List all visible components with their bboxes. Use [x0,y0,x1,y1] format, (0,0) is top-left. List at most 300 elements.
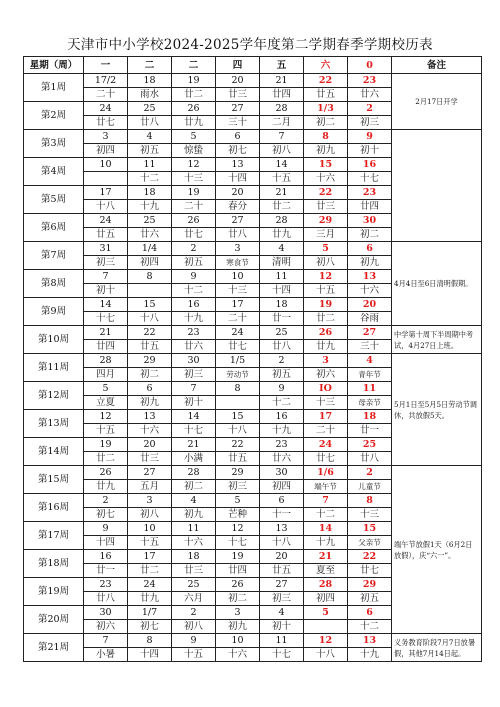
lunar-cell: 初八 [260,144,304,158]
note-cell [392,130,482,242]
lunar-cell: 廿一 [260,312,304,326]
date-cell: IO [304,382,348,396]
date-cell: 17 [128,550,172,564]
date-cell: 25 [348,438,392,452]
date-cell: 12 [84,410,128,424]
date-cell: 4 [260,242,304,256]
lunar-cell: 廿五 [128,340,172,354]
date-cell: 2 [348,466,392,480]
date-cell: 12 [304,634,348,648]
date-cell: 2 [172,242,216,256]
lunar-cell: 廿六 [172,340,216,354]
date-cell: 3 [216,242,260,256]
date-cell: 15 [216,410,260,424]
date-cell: 13 [216,158,260,172]
lunar-cell: 初四 [260,480,304,494]
header-notes: 备注 [392,57,482,74]
date-cell: 20 [260,550,304,564]
date-cell: 18 [260,298,304,312]
date-cell: 10 [84,158,128,172]
week-label: 第13周 [24,410,84,438]
lunar-cell: 廿九 [260,228,304,242]
note-cell: 义务教育阶段7月7日放暑假，其他7月14日起。 [392,634,482,662]
date-cell: 7 [260,130,304,144]
lunar-cell: 十六 [128,424,172,438]
header-wed: 二 [172,57,216,74]
week-label: 第5周 [24,186,84,214]
date-cell: 22 [304,186,348,200]
lunar-cell: 母亲节 [348,396,392,410]
date-cell: 16 [348,158,392,172]
lunar-cell: 十九 [260,424,304,438]
date-cell: 9 [172,270,216,284]
date-cell: 10 [216,634,260,648]
lunar-cell: 十八 [216,424,260,438]
date-cell: 12 [172,158,216,172]
lunar-cell: 十八 [84,200,128,214]
lunar-cell: 廿三 [216,88,260,102]
date-cell: 9 [84,522,128,536]
date-cell: 15 [128,298,172,312]
date-cell: 17/2 [84,74,128,88]
lunar-cell: 廿八 [128,116,172,130]
lunar-cell: 十六 [172,536,216,550]
date-cell: 12 [216,522,260,536]
date-cell: 23 [348,74,392,88]
week-label: 第14周 [24,438,84,466]
week-label: 第19周 [24,578,84,606]
lunar-cell: 惊蛰 [172,144,216,158]
date-cell: 14 [172,410,216,424]
lunar-cell: 春分 [216,200,260,214]
lunar-cell: 十八 [260,536,304,550]
lunar-cell: 十九 [172,312,216,326]
date-cell: 11 [128,158,172,172]
lunar-cell: 十三 [348,508,392,522]
lunar-cell [304,620,348,634]
date-cell: 27 [216,102,260,116]
week-label: 第3周 [24,130,84,158]
date-cell: 5 [172,130,216,144]
date-cell: 22 [216,438,260,452]
calendar-body [24,74,482,662]
date-cell: 31 [84,242,128,256]
date-cell: 8 [128,634,172,648]
date-cell: 26 [172,102,216,116]
date-cell: 1/6 [304,466,348,480]
lunar-cell: 十六 [304,172,348,186]
date-cell: 11 [172,522,216,536]
note-cell: 4月4日至6日清明假期。 [392,242,482,326]
lunar-cell: 十九 [304,536,348,550]
date-cell: 7 [304,494,348,508]
lunar-cell: 十八 [304,648,348,662]
date-cell: 5 [84,382,128,396]
lunar-cell: 初五 [172,256,216,270]
date-cell: 12 [304,270,348,284]
lunar-cell: 初二 [128,368,172,382]
week-label: 第10周 [24,326,84,354]
lunar-cell: 谷雨 [348,312,392,326]
date-cell: 30 [172,354,216,368]
lunar-cell [84,172,128,186]
date-cell: 22 [304,74,348,88]
lunar-cell: 十五 [128,536,172,550]
lunar-cell: 立夏 [84,396,128,410]
lunar-cell: 廿一 [348,424,392,438]
date-cell: 7 [84,634,128,648]
lunar-cell: 十二 [260,396,304,410]
lunar-cell: 青年节 [348,368,392,382]
lunar-cell: 廿五 [84,228,128,242]
lunar-cell: 初三 [216,480,260,494]
lunar-cell: 十七 [260,648,304,662]
lunar-cell: 廿六 [348,88,392,102]
lunar-cell: 初五 [260,368,304,382]
date-cell: 19 [172,186,216,200]
date-cell: 23 [260,438,304,452]
week-label: 第15周 [24,466,84,494]
lunar-cell: 初二 [304,116,348,130]
date-cell: 28 [260,214,304,228]
date-cell: 9 [172,634,216,648]
date-cell: 25 [260,326,304,340]
lunar-cell: 初三 [84,256,128,270]
date-cell: 25 [128,214,172,228]
date-cell: 30 [348,214,392,228]
note-cell: 端午节放假1天（6月2日放假），庆“六一”。 [392,466,482,634]
lunar-cell: 廿八 [260,340,304,354]
lunar-cell: 初七 [216,144,260,158]
lunar-cell: 廿七 [348,564,392,578]
lunar-cell: 二十 [172,200,216,214]
lunar-cell: 儿童节 [348,480,392,494]
lunar-cell: 初十 [348,144,392,158]
date-cell: 23 [172,326,216,340]
date-cell: 3 [304,354,348,368]
header-sun: 0 [348,57,392,74]
week-label: 第2周 [24,102,84,130]
week-label: 第1周 [24,74,84,102]
header-mon: 一 [84,57,128,74]
lunar-cell: 初四 [84,144,128,158]
lunar-cell: 初五 [128,144,172,158]
lunar-cell: 廿四 [260,88,304,102]
date-cell: 2 [172,606,216,620]
note-cell: 5月1日至5月5日劳动节调休，共放假5天。 [392,354,482,466]
lunar-cell: 小暑 [84,648,128,662]
date-cell: 21 [260,74,304,88]
lunar-cell: 十四 [128,648,172,662]
lunar-cell: 劳动节 [216,368,260,382]
date-cell: 25 [128,102,172,116]
lunar-cell: 廿四 [216,564,260,578]
week-label: 第20周 [24,606,84,634]
date-cell: 27 [260,578,304,592]
date-cell: 20 [216,186,260,200]
lunar-cell: 十七 [348,172,392,186]
lunar-cell: 三十 [216,116,260,130]
lunar-cell: 廿七 [216,340,260,354]
lunar-cell: 三十 [348,340,392,354]
date-cell: 11 [348,382,392,396]
date-cell: 6 [348,606,392,620]
date-cell: 10 [128,522,172,536]
date-cell: 16 [172,298,216,312]
lunar-cell: 廿九 [128,592,172,606]
week-label: 第21周 [24,634,84,662]
lunar-cell: 初十 [84,284,128,298]
date-cell: 21 [172,438,216,452]
lunar-cell: 廿八 [84,592,128,606]
date-cell: 25 [172,578,216,592]
lunar-cell: 初二 [216,592,260,606]
date-cell: 23 [348,186,392,200]
lunar-cell: 廿二 [260,200,304,214]
lunar-cell: 廿六 [128,228,172,242]
lunar-cell: 十一 [260,508,304,522]
date-cell: 17 [216,298,260,312]
date-cell: 2 [84,494,128,508]
lunar-cell: 十二 [128,172,172,186]
date-cell: 9 [260,382,304,396]
date-cell: 6 [216,130,260,144]
week-date-row [24,74,482,88]
date-cell: 27 [128,466,172,480]
week-label: 第12周 [24,382,84,410]
date-cell: 22 [128,326,172,340]
lunar-cell: 二十 [84,88,128,102]
lunar-cell: 十五 [84,424,128,438]
lunar-cell: 初六 [84,620,128,634]
date-cell: 18 [172,550,216,564]
date-cell: 14 [84,298,128,312]
lunar-cell: 初八 [304,256,348,270]
lunar-cell: 十四 [260,284,304,298]
lunar-cell: 廿四 [84,340,128,354]
lunar-cell: 廿五 [260,564,304,578]
date-cell: 24 [216,326,260,340]
date-cell: 5 [304,242,348,256]
lunar-cell: 二十 [304,424,348,438]
lunar-cell: 十五 [304,284,348,298]
date-cell: 19 [304,298,348,312]
date-cell: 30 [260,466,304,480]
date-cell: 20 [216,74,260,88]
week-date-row [24,326,482,340]
date-cell: 4 [260,606,304,620]
lunar-cell: 初二 [348,228,392,242]
date-cell: 14 [260,158,304,172]
note-cell: 中学第十周下半周期中考试，4月27日上班。 [392,326,482,354]
lunar-cell: 十五 [260,172,304,186]
lunar-cell: 廿二 [172,88,216,102]
week-label: 第7周 [24,242,84,270]
lunar-cell: 初九 [172,508,216,522]
date-cell: 2 [348,102,392,116]
week-date-row [24,634,482,648]
date-cell: 29 [128,354,172,368]
lunar-cell: 廿六 [260,452,304,466]
date-cell: 29 [216,466,260,480]
date-cell: 26 [216,578,260,592]
lunar-cell: 廿五 [304,88,348,102]
lunar-cell: 端午节 [304,480,348,494]
lunar-cell: 清明 [260,256,304,270]
date-cell: 7 [84,270,128,284]
page-title: 天津市中小学校2024-2025学年度第二学期春季学期校历表 [67,37,433,53]
lunar-cell: 十六 [348,284,392,298]
date-cell: 8 [348,494,392,508]
date-cell: 11 [260,634,304,648]
week-label: 第17周 [24,522,84,550]
date-cell: 30 [84,606,128,620]
date-cell: 8 [128,270,172,284]
date-cell: 16 [84,550,128,564]
lunar-cell: 初九 [304,144,348,158]
date-cell: 21 [84,326,128,340]
lunar-cell: 小满 [172,452,216,466]
lunar-cell: 十二 [172,284,216,298]
lunar-cell: 十七 [216,536,260,550]
date-cell: 5 [304,606,348,620]
lunar-cell: 廿二 [84,452,128,466]
date-cell: 26 [84,466,128,480]
date-cell: 20 [348,298,392,312]
date-cell: 29 [304,214,348,228]
lunar-cell: 芒种 [216,508,260,522]
date-cell: 19 [172,74,216,88]
date-cell: 3 [128,494,172,508]
lunar-cell: 十九 [348,648,392,662]
school-calendar-table [23,56,482,662]
lunar-cell: 十七 [84,312,128,326]
date-cell: 11 [260,270,304,284]
header-week: 星期（周） [24,57,84,74]
lunar-cell: 十七 [172,424,216,438]
lunar-cell: 父亲节 [348,536,392,550]
week-label: 第6周 [24,214,84,242]
date-cell: 1/7 [128,606,172,620]
lunar-cell: 六月 [172,592,216,606]
date-cell: 29 [348,578,392,592]
date-cell: 13 [348,634,392,648]
lunar-cell: 廿三 [128,452,172,466]
lunar-cell: 廿一 [84,564,128,578]
date-cell: 20 [128,438,172,452]
date-cell: 1/3 [304,102,348,116]
date-cell: 21 [304,550,348,564]
lunar-cell: 十二 [348,620,392,634]
lunar-cell: 寒食节 [216,256,260,270]
date-cell: 24 [304,438,348,452]
date-cell: 24 [84,214,128,228]
lunar-cell: 初四 [304,592,348,606]
date-cell: 28 [260,102,304,116]
date-cell: 27 [348,326,392,340]
header-row [24,57,482,74]
lunar-cell: 十五 [172,648,216,662]
date-cell: 19 [216,550,260,564]
date-cell: 13 [348,270,392,284]
note-cell: 2月17日开学 [392,74,482,130]
lunar-cell: 雨水 [128,88,172,102]
week-label: 第4周 [24,158,84,186]
lunar-cell: 廿九 [304,340,348,354]
date-cell: 27 [216,214,260,228]
lunar-cell: 五月 [128,480,172,494]
lunar-cell: 初六 [304,368,348,382]
lunar-cell: 三月 [304,228,348,242]
date-cell: 15 [348,522,392,536]
lunar-cell: 廿四 [348,200,392,214]
lunar-cell: 廿九 [172,116,216,130]
lunar-cell: 十三 [216,284,260,298]
date-cell: 24 [84,102,128,116]
date-cell: 3 [84,130,128,144]
lunar-cell: 初七 [84,508,128,522]
week-label: 第9周 [24,298,84,326]
lunar-cell: 初四 [128,256,172,270]
week-label: 第11周 [24,354,84,382]
lunar-cell: 廿五 [216,452,260,466]
date-cell: 22 [348,550,392,564]
date-cell: 4 [128,130,172,144]
date-cell: 6 [128,382,172,396]
week-date-row [24,354,482,368]
lunar-cell [216,396,260,410]
date-cell: 19 [84,438,128,452]
week-label: 第8周 [24,270,84,298]
date-cell: 24 [128,578,172,592]
date-cell: 28 [304,578,348,592]
header-tue: 二 [128,57,172,74]
lunar-cell: 十四 [216,172,260,186]
date-cell: 5 [216,494,260,508]
date-cell: 18 [128,186,172,200]
lunar-cell: 初五 [348,592,392,606]
date-cell: 17 [304,410,348,424]
lunar-cell: 初八 [128,508,172,522]
lunar-cell: 十九 [128,200,172,214]
lunar-cell: 廿二 [128,564,172,578]
week-label: 第16周 [24,494,84,522]
date-cell: 17 [84,186,128,200]
date-cell: 1/5 [216,354,260,368]
lunar-cell [128,284,172,298]
date-cell: 1/4 [128,242,172,256]
lunar-cell: 十六 [216,648,260,662]
lunar-cell: 廿二 [304,312,348,326]
date-cell: 6 [348,242,392,256]
lunar-cell: 初七 [128,620,172,634]
week-date-row [24,466,482,480]
lunar-cell: 初九 [128,396,172,410]
lunar-cell: 十二 [304,508,348,522]
lunar-cell: 十三 [304,396,348,410]
date-cell: 6 [260,494,304,508]
header-sat: 六 [304,57,348,74]
date-cell: 4 [172,494,216,508]
date-cell: 15 [304,158,348,172]
date-cell: 9 [348,130,392,144]
date-cell: 18 [128,74,172,88]
lunar-cell: 廿三 [172,564,216,578]
lunar-cell: 初九 [216,620,260,634]
lunar-cell: 十四 [84,536,128,550]
date-cell: 8 [216,382,260,396]
lunar-cell: 廿九 [84,480,128,494]
